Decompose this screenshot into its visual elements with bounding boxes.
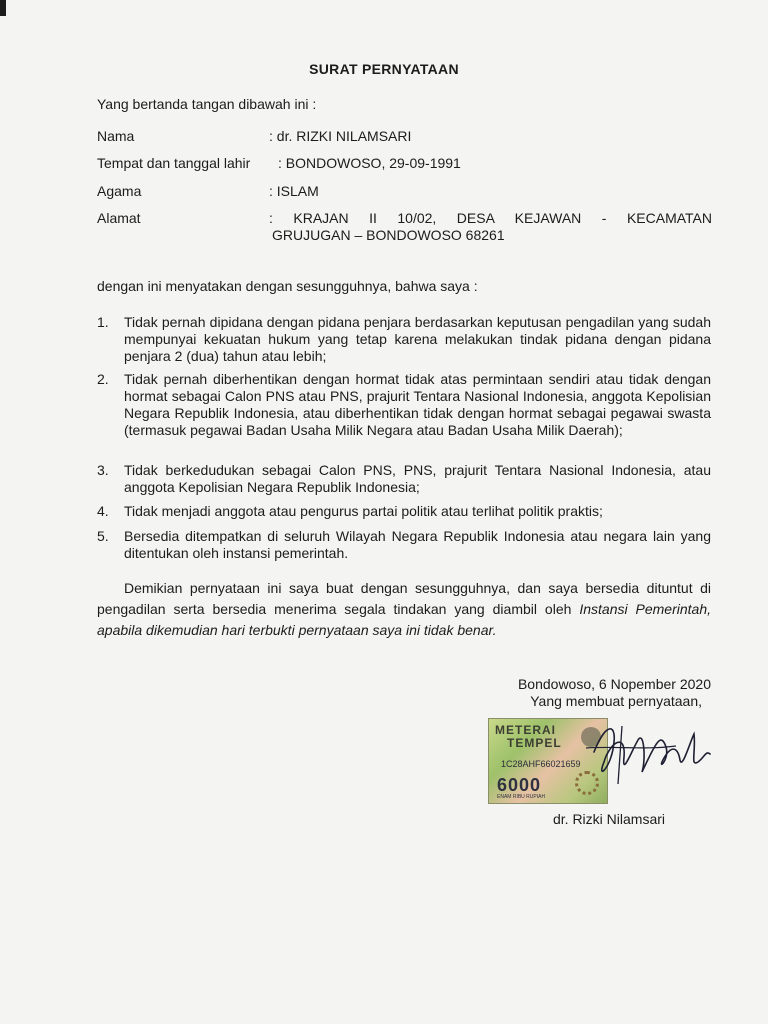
stamp-line2: TEMPEL bbox=[507, 736, 562, 750]
list-item-number: 2. bbox=[97, 371, 109, 387]
religion-value: : ISLAM bbox=[269, 183, 319, 199]
address-value-line1: : KRAJAN II 10/02, DESA KEJAWAN - KECAMATAN bbox=[269, 210, 712, 226]
list-item-number: 5. bbox=[97, 528, 109, 544]
list-item-number: 3. bbox=[97, 462, 109, 478]
birth-label: Tempat dan tanggal lahir bbox=[97, 155, 251, 171]
name-value: : dr. RIZKI NILAMSARI bbox=[269, 128, 412, 144]
intro-text: Yang bertanda tangan dibawah ini : bbox=[97, 96, 317, 112]
stamp-value: 6000 bbox=[497, 775, 542, 795]
list-item-number: 1. bbox=[97, 314, 109, 330]
statement-lead: dengan ini menyatakan dengan sesungguhnya, bahwa saya : bbox=[97, 278, 478, 294]
stamp-line1: METERAI bbox=[495, 723, 556, 737]
list-item-text: Bersedia ditempatkan di seluruh Wilayah Negara Republik Indonesia atau negara lain yang ditentukan oleh instansi pemerintah. bbox=[124, 528, 711, 561]
signer-name: dr. Rizki Nilamsari bbox=[552, 811, 665, 827]
signature bbox=[586, 712, 716, 792]
name-label: Nama bbox=[97, 128, 135, 144]
religion-label: Agama bbox=[97, 183, 142, 199]
closing-text: Demikian pernyataan ini saya buat dengan sesungguhnya, dan saya bersedia dituntut di pengadilan serta bersedia menerima segala tindakan yang diambil oleh bbox=[97, 580, 711, 617]
maker-label: Yang membuat pernyataan, bbox=[530, 693, 702, 709]
place-date: Bondowoso, 6 Nopember 2020 bbox=[517, 676, 711, 692]
list-item-text: Tidak berkedudukan sebagai Calon PNS, PNS, prajurit Tentara Nasional Indonesia, atau anggota Kepolisian Negara Republik Indonesia; bbox=[124, 462, 711, 495]
closing-paragraph bbox=[97, 578, 711, 641]
stamp-serial: 1C28AHF66021659 bbox=[501, 759, 581, 769]
scan-edge-mark bbox=[0, 0, 6, 16]
list-item-text: Tidak pernah diberhentikan dengan hormat tidak atas permintaan sendiri atau tidak dengan hormat sebagai Calon PNS atau PNS, prajurit Tentara Nasional Indonesia, anggota Kepolisian Negara Republik Indonesia, atau diberhentikan tidak dengan hormat sebagai pegawai swasta (termasuk pegawai Badan Usaha Milik Negara atau Badan Usaha Milik Daerah); bbox=[124, 371, 711, 438]
list-item-number: 4. bbox=[97, 503, 109, 519]
list-item-text: Tidak pernah dipidana dengan pidana penjara berdasarkan keputusan pengadilan yang sudah mempunyai kekuatan hukum yang tetap karena melakukan tindak pidana dengan pidana penjara 2 (dua) tahun atau lebih; bbox=[124, 314, 711, 364]
address-label: Alamat bbox=[97, 210, 141, 226]
stamp-words: ENAM RIBU RUPIAH bbox=[497, 794, 546, 800]
list-item-text: Tidak menjadi anggota atau pengurus partai politik atau terlihat politik praktis; bbox=[124, 503, 603, 519]
closing-italic-text: Instansi Pemerintah, apabila dikemudian hari terbukti pernyataan saya ini tidak benar. bbox=[97, 601, 712, 638]
address-value-line2: GRUJUGAN – BONDOWOSO 68261 bbox=[272, 227, 505, 243]
birth-value: : BONDOWOSO, 29-09-1991 bbox=[278, 155, 461, 171]
document-title: SURAT PERNYATAAN bbox=[309, 61, 459, 77]
